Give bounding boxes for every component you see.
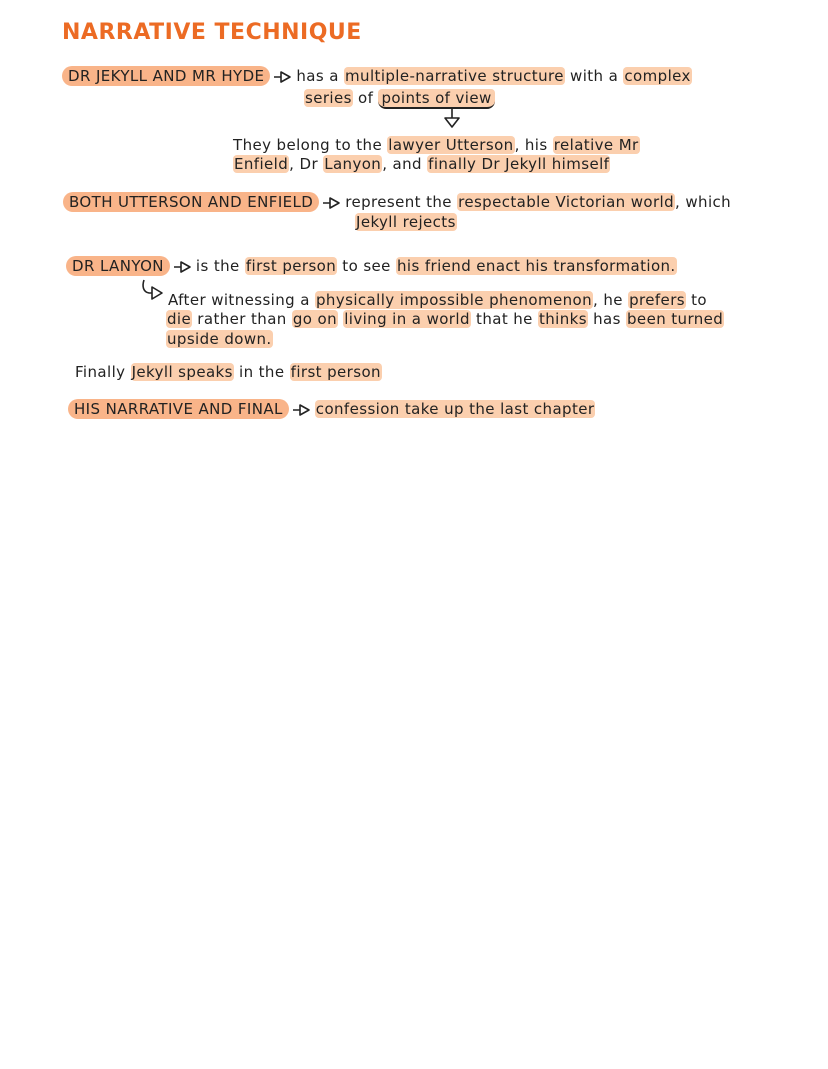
section-1-line-2: series of points of view [304,88,495,108]
arrow-right-icon [322,196,342,210]
curved-arrow-icon [140,278,166,302]
section-1-sub-line-1: They belong to the lawyer Utterson, his relative Mr [233,136,639,154]
section-3-label: DR LANYON [66,256,170,276]
section-1-line-1: DR JEKYLL AND MR HYDE has a multiple-narrative structure with a complex [62,66,692,86]
section-4-line: Finally Jekyll speaks in the first person [75,363,381,381]
section-1-label: DR JEKYLL AND MR HYDE [62,66,270,86]
section-2-line-2: Jekyll rejects [356,213,456,231]
section-3-sub-line-2: die rather than go on living in a world that he thinks has been turned [167,310,724,328]
arrow-right-icon [292,403,312,417]
arrow-right-icon [173,260,193,274]
section-2-line-1: BOTH UTTERSON AND ENFIELD represent the respectable Victorian world, which [63,192,731,212]
arrow-right-icon [273,70,293,84]
arrow-down-icon [441,108,463,130]
section-3-sub-line-1: After witnessing a physically impossible phenomenon, he prefers to [168,291,708,309]
section-3-sub-line-3: upside down. [167,330,272,348]
section-2-label: BOTH UTTERSON AND ENFIELD [63,192,319,212]
section-3-line-1: DR LANYON is the first person to see his friend enact his transformation. [66,256,677,276]
page-title: NARRATIVE TECHNIQUE [62,20,362,45]
section-5-line: HIS NARRATIVE AND FINAL confession take up the last chapter [68,399,595,419]
section-1-sub-line-2: Enfield, Dr Lanyon, and finally Dr Jekyll himself [234,155,610,173]
section-5-label: HIS NARRATIVE AND FINAL [68,399,289,419]
